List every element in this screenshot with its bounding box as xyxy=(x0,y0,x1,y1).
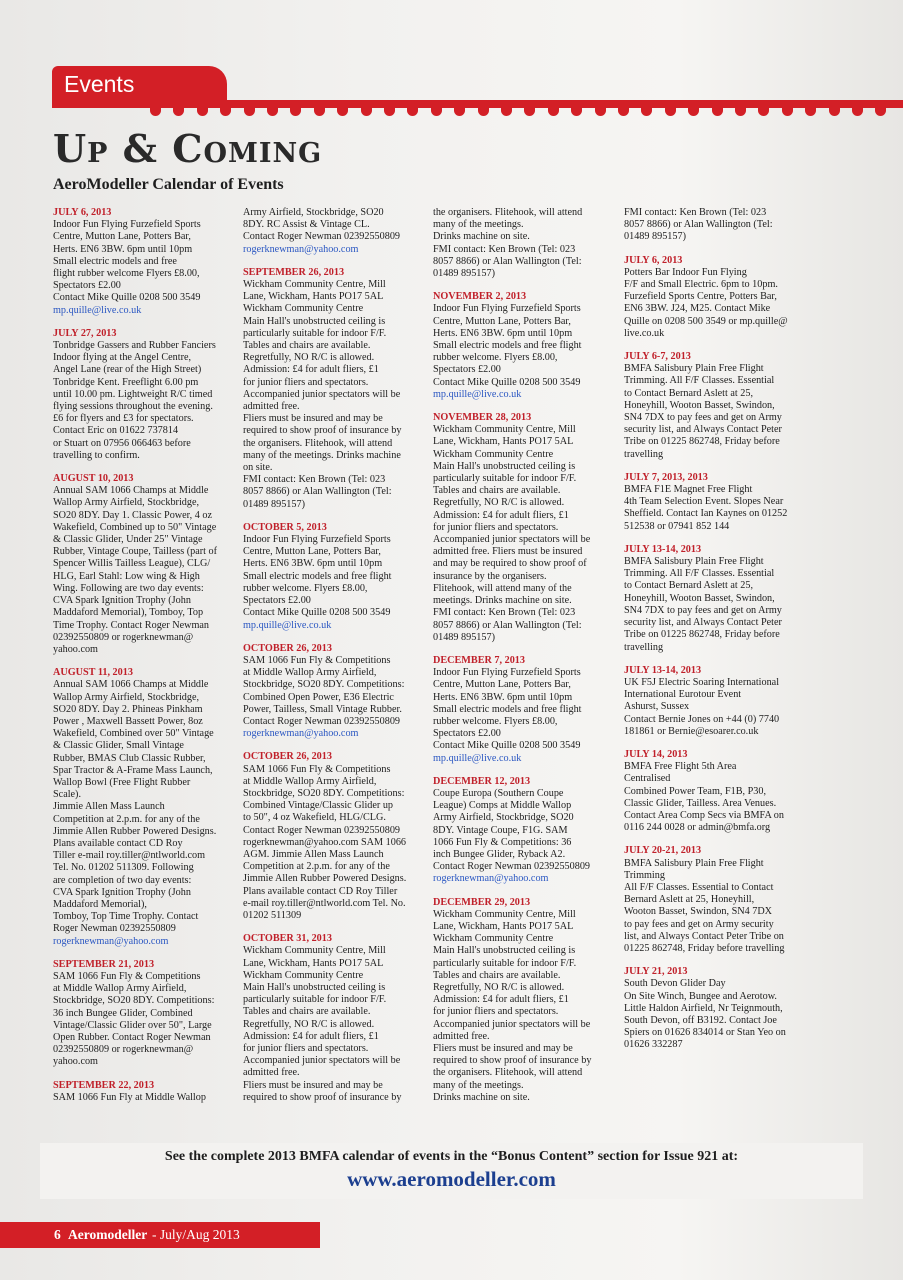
events-column-2 xyxy=(243,207,429,1115)
scallop xyxy=(220,106,231,116)
event-description: SAM 1066 Fun Fly at Middle Wallop xyxy=(53,1091,206,1103)
event-description: Wickham Community Centre, Mill Lane, Wickham, Hants PO17 5AL Wickham Community Centre Main Hall's unobstructed ceiling is particularly suitable for indoor F/F. Tables and chairs are available. Regretfully, NO R/C is allowed. Admission: £4 for adult fliers, £1 for junior fliers and spectators. Accompanied junior spectators will be admitted free. Fliers must be insured and may be required to show proof of insurance by the organisers. Flitehook, will attend many of the meetings. Drinks machine on site. FMI contact: Ken Brown (Tel: 023 8057 8866) or Alan Wallington (Tel: 01489 895157) xyxy=(433,424,591,643)
scallop xyxy=(173,106,184,116)
scallop xyxy=(150,106,161,116)
scallop xyxy=(314,106,325,116)
scallop xyxy=(571,106,582,116)
scallop xyxy=(712,106,723,116)
event-date: JULY 21, 2013 xyxy=(624,966,688,978)
event-entry xyxy=(53,959,239,1069)
page-number: 6 xyxy=(54,1227,61,1242)
event-description: BMFA Salisbury Plain Free Flight Trimming. All F/F Classes. Essential to Contact Bernard Aslett at 25, Honeyhill, Wooton Basset, Swindon, SN4 7DX to pay fees and get on Army security list, and Always Contact Peter Tribe on 01225 862748, Friday before travelling xyxy=(624,556,782,653)
event-entry xyxy=(433,776,619,886)
page-subtitle: AeroModeller Calendar of Events xyxy=(53,176,284,193)
event-entry xyxy=(624,255,810,340)
event-entry xyxy=(433,897,619,1104)
event-description: FMI contact: Ken Brown (Tel: 023 8057 8866) or Alan Wallington (Tel: 01489 895157) xyxy=(624,207,773,243)
event-description: Indoor Fun Flying Furzefield Sports Centre, Mutton Lane, Potters Bar, Herts. EN6 3BW. 6pm until 10pm Small electric models and free flight rubber welcome. Flyers £8.00, Spectators £2.00 Contact Mike Quille 0208 500 3549 xyxy=(433,303,582,388)
event-description: Tonbridge Gassers and Rubber Fanciers Indoor flying at the Angel Centre, Angel Lane (rear of the High Street) Tonbridge Kent. Freeflight 6.00 pm until 10.00 pm. Lightweight R/C timed flying sessions throughout the evening. £6 for flyers and £3 for spectators. Contact Eric on 01622 737814 or Stuart on 07956 066463 before travelling to confirm. xyxy=(53,340,216,461)
event-entry xyxy=(53,667,239,948)
event-description: BMFA F1E Magnet Free Flight 4th Team Selection Event. Slopes Near Sheffield. Contact Ian Kaynes on 01252 512538 or 07941 852 144 xyxy=(624,484,788,532)
event-description: Indoor Fun Flying Furzefield Sports Centre, Mutton Lane, Potters Bar, Herts. EN6 3BW. 6pm until 10pm Small electric models and free flight rubber welcome. Flyers £8.00, Spectators £2.00 Contact Mike Quille 0208 500 3549 xyxy=(433,667,582,752)
scallop xyxy=(337,106,348,116)
header-scallop-border xyxy=(150,106,903,116)
scallop xyxy=(548,106,559,116)
footer-note: See the complete 2013 BMFA calendar of events in the “Bonus Content” section for Issue 921 at: xyxy=(164,1149,739,1164)
scallop xyxy=(501,106,512,116)
event-entry xyxy=(243,643,429,741)
event-description: South Devon Glider Day On Site Winch, Bungee and Aerotow. Little Haldon Airfield, Nr Teignmouth, South Devon, off B3192. Contact Joe Spiers on 01626 834014 or Stan Yeo on 01626 332287 xyxy=(624,978,786,1051)
event-entry xyxy=(624,544,810,654)
event-entry xyxy=(624,351,810,461)
scallop xyxy=(197,106,208,116)
scallop xyxy=(641,106,652,116)
event-description: SAM 1066 Fun Fly & Competitions at Middle Wallop Army Airfield, Stockbridge, SO20 8DY. Competitions: 36 inch Bungee Glider, Combined Vintage/Classic Glider over 50", Large Open Rubber. Contact Roger Newman 02392550809 or rogerknewman@ yahoo.com xyxy=(53,970,215,1068)
event-entry xyxy=(624,749,810,834)
event-description: Annual SAM 1066 Champs at Middle Wallop Army Airfield, Stockbridge, SO20 8DY. Day 1. Classic Power, 4 oz Wakefield, Combined up to 50" Vintage & Classic Glider, Under 25" Vintage Rubber, Vintage Coupe, Tailless (part of Spencer Willis Tailless League), CLG/ HLG, Earl Stahl: Low wing & High Wing. Following are two day events: CVA Spark Ignition Trophy (John Maddaford Memorial), Tomboy, Top Time Trophy. Contact Roger Newman 02392550809 or rogerknewman@ yahoo.com xyxy=(53,485,217,655)
events-column-4 xyxy=(624,207,810,1063)
scallop xyxy=(782,106,793,116)
event-entry xyxy=(624,966,810,1051)
scallop xyxy=(361,106,372,116)
event-entry xyxy=(243,522,429,632)
event-entry xyxy=(624,472,810,533)
event-entry xyxy=(433,412,619,644)
contact-email-link[interactable]: mp.quille@live.co.uk xyxy=(433,388,522,400)
magazine-name: Aeromodeller xyxy=(68,1227,148,1242)
contact-email-link[interactable]: rogerknewman@yahoo.com xyxy=(433,873,549,885)
event-entry xyxy=(624,207,810,244)
scallop xyxy=(805,106,816,116)
scallop xyxy=(665,106,676,116)
event-date: JULY 13-14, 2013 xyxy=(624,664,702,676)
event-entry xyxy=(53,207,239,317)
event-description: Wickham Community Centre, Mill Lane, Wickham, Hants PO17 5AL Wickham Community Centre Main Hall's unobstructed ceiling is particularly suitable for indoor F/F. Tables and chairs are available. Regretfully, NO R/C is allowed. Admission: £4 for adult fliers, £1 for junior fliers and spectators. Accompanied junior spectators will be admitted free. Fliers must be insured and may be required to show proof of insurance by the organisers. Flitehook, will attend many of the meetings. Drinks machine on site. xyxy=(433,908,592,1103)
event-entry xyxy=(243,933,429,1104)
event-entry xyxy=(624,665,810,738)
scallop xyxy=(478,106,489,116)
scallop xyxy=(384,106,395,116)
contact-email-link[interactable]: rogerknewman@yahoo.com xyxy=(243,728,359,740)
scallop xyxy=(407,106,418,116)
event-description: Annual SAM 1066 Champs at Middle Wallop Army Airfield, Stockbridge, SO20 8DY. Day 2. Phineas Pinkham Power , Maxwell Bassett Power, 8oz Wakefield, Combined over 50" Vintage & Classic Glider, Small Vintage Rubber, BMAS Club Classic Rubber, Spar Tractor & A-Frame Mass Launch, Wallop Bowl (Free Flight Rubber Scale). Jimmie Allen Mass Launch Competition at 2.p.m. for any of the Jimmie Allen Rubber Powered Designs. Plans available contact CD Roy Tiller e-mail roy.tiller@ntlworld.com Tel. No. 01202 511309. Following are completion of two day events: CVA Spark Ignition Trophy (John Maddaford Memorial), Tomboy, Top Time Trophy. Contact Roger Newman 02392550809 xyxy=(53,679,217,935)
event-entry xyxy=(243,751,429,922)
event-description: BMFA Salisbury Plain Free Flight Trimming All F/F Classes. Essential to Contact Bernard Aslett at 25, Honeyhill, Wooton Basset, Swindon, SN4 7DX to pay fees and get on Army security list, and Always Contact Peter Tribe on 01225 862748, Friday before travelling xyxy=(624,857,785,954)
event-entry xyxy=(53,473,239,656)
event-date: DECEMBER 7, 2013 xyxy=(433,654,525,666)
event-entry xyxy=(433,291,619,401)
issue-date: - July/Aug 2013 xyxy=(152,1227,240,1242)
event-entry xyxy=(433,655,619,765)
event-date: JULY 27, 2013 xyxy=(53,327,117,339)
scallop xyxy=(524,106,535,116)
scallop xyxy=(688,106,699,116)
event-date: SEPTEMBER 21, 2013 xyxy=(53,958,155,970)
scallop xyxy=(875,106,886,116)
event-description: Potters Bar Indoor Fun Flying F/F and Small Electric. 6pm to 10pm. Furzefield Sports Centre, Potters Bar, EN6 3BW. J24, M25. Contact Mike Quille on 0208 500 3549 or mp.quille@ live.co.uk xyxy=(624,266,788,339)
event-date: DECEMBER 29, 2013 xyxy=(433,896,531,908)
event-entry xyxy=(624,845,810,955)
events-column-3 xyxy=(433,207,619,1115)
event-entry xyxy=(53,1080,239,1104)
website-link[interactable]: www.aeromodeller.com xyxy=(347,1167,556,1191)
event-entry xyxy=(433,207,619,280)
event-date: DECEMBER 12, 2013 xyxy=(433,775,531,787)
event-date: JULY 7, 2013, 2013 xyxy=(624,471,708,483)
event-date: JULY 6, 2013 xyxy=(53,207,112,218)
scallop xyxy=(735,106,746,116)
event-date: NOVEMBER 2, 2013 xyxy=(433,291,527,303)
events-column-1 xyxy=(53,207,239,1115)
contact-email-link[interactable]: mp.quille@live.co.uk xyxy=(243,619,332,631)
event-description: the organisers. Flitehook, will attend many of the meetings. Drinks machine on site. FMI contact: Ken Brown (Tel: 023 8057 8866) or Alan Wallington (Tel: 01489 895157) xyxy=(433,207,583,280)
event-description: SAM 1066 Fun Fly & Competitions at Middle Wallop Army Airfield, Stockbridge, SO20 8DY. Competitions: Combined Open Power, E36 Electric Power, Tailless, Small Vintage Rubber. Contact Roger Newman 02392550809 xyxy=(243,654,405,727)
event-entry xyxy=(243,207,429,256)
scallop xyxy=(595,106,606,116)
scallop xyxy=(618,106,629,116)
event-date: AUGUST 11, 2013 xyxy=(53,667,133,679)
scallop xyxy=(431,106,442,116)
event-description: SAM 1066 Fun Fly & Competitions at Middle Wallop Army Airfield, Stockbridge, SO20 8DY. Competitions: Combined Vintage/Classic Glider up to 50", 4 oz Wakefield, HLG/CLG. Contact Roger Newman 02392550809 rogerknewman@yahoo.com SAM 1066 AGM. Jimmie Allen Mass Launch Competition at 2.p.m. for any of the Jimmie Allen Rubber Powered Designs. Plans available contact CD Roy Tiller e-mail roy.tiller@ntlworld.com Tel. No. 01202 511309 xyxy=(243,763,407,921)
event-date: SEPTEMBER 26, 2013 xyxy=(243,266,345,278)
page-footer-bar xyxy=(0,1222,320,1248)
scallop xyxy=(758,106,769,116)
event-description: Indoor Fun Flying Furzefield Sports Centre, Mutton Lane, Potters Bar, Herts. EN6 3BW. 6pm until 10pm Small electric models and free flight rubber welcome. Flyers £8.00, Spectators £2.00 Contact Mike Quille 0208 500 3549 xyxy=(243,534,392,619)
event-description: BMFA Salisbury Plain Free Flight Trimming. All F/F Classes. Essential to Contact Bernard Aslett at 25, Honeyhill, Wooton Basset, Swindon, SN4 7DX to pay fees and get on Army security list, and Always Contact Peter Tribe on 01225 862748, Friday before travelling xyxy=(624,363,782,460)
event-date: JULY 14, 2013 xyxy=(624,748,688,760)
scallop xyxy=(267,106,278,116)
contact-email-link[interactable]: mp.quille@live.co.uk xyxy=(433,752,522,764)
event-description: Coupe Europa (Southern Coupe League) Comps at Middle Wallop Army Airfield, Stockbridge, SO20 8DY. Vintage Coupe, F1G. SAM 1066 Fun Fly & Competitions: 36 inch Bungee Glider, Ryback A2. Contact Roger Newman 02392550809 xyxy=(433,787,591,873)
event-date: OCTOBER 26, 2013 xyxy=(243,642,332,654)
event-date: NOVEMBER 28, 2013 xyxy=(433,412,532,424)
scallop xyxy=(852,106,863,116)
event-description: Wickham Community Centre, Mill Lane, Wickham, Hants PO17 5AL Wickham Community Centre Main Hall's unobstructed ceiling is particularly suitable for indoor F/F. Tables and chairs are available. Regretfully, NO R/C is allowed. Admission: £4 for adult fliers, £1 for junior fliers and spectators. Accompanied junior spectators will be admitted free. Fliers must be insured and may be required to show proof of insurance by the organisers. Flitehook, will attend many of the meetings. Drinks machine on site. FMI contact: Ken Brown (Tel: 023 8057 8866) or Alan Wallington (Tel: 01489 895157) xyxy=(243,279,402,510)
event-description: Wickham Community Centre, Mill Lane, Wickham, Hants PO17 5AL Wickham Community Centre Main Hall's unobstructed ceiling is particularly suitable for indoor F/F. Tables and chairs are available. Regretfully, NO R/C is allowed. Admission: £4 for adult fliers, £1 for junior fliers and spectators. Accompanied junior spectators will be admitted free. Fliers must be insured and may be required to show proof of insurance by xyxy=(243,945,402,1103)
event-date: JULY 13-14, 2013 xyxy=(624,543,702,555)
event-description: Indoor Fun Flying Furzefield Sports Centre, Mutton Lane, Potters Bar, Herts. EN6 3BW. 6pm until 10pm Small electric models and free flight rubber welcome Flyers £8.00, Spectators £2.00 Contact Mike Quille 0208 500 3549 xyxy=(53,219,201,304)
event-date: AUGUST 10, 2013 xyxy=(53,473,134,485)
contact-email-link[interactable]: rogerknewman@yahoo.com xyxy=(53,935,169,947)
event-date: SEPTEMBER 22, 2013 xyxy=(53,1079,155,1091)
scallop xyxy=(829,106,840,116)
scallop xyxy=(454,106,465,116)
contact-email-link[interactable]: rogerknewman@yahoo.com xyxy=(243,243,359,255)
contact-email-link[interactable]: mp.quille@live.co.uk xyxy=(53,304,142,316)
event-entry xyxy=(243,267,429,511)
event-description: Army Airfield, Stockbridge, SO20 8DY. RC Assist & Vintage CL. Contact Roger Newman 02392550809 xyxy=(243,207,401,243)
event-description: BMFA Free Flight 5th Area Centralised Combined Power Team, F1B, P30, Classic Glider, Tailless. Area Venues. Contact Area Comp Secs via BMFA on 0116 244 0028 or admin@bmfa.org xyxy=(624,761,784,834)
event-date: OCTOBER 31, 2013 xyxy=(243,933,332,945)
scallop xyxy=(244,106,255,116)
section-tab-label: Events xyxy=(64,71,135,97)
event-date: OCTOBER 5, 2013 xyxy=(243,521,327,533)
event-date: JULY 6, 2013 xyxy=(624,254,683,266)
event-entry xyxy=(53,328,239,462)
event-date: OCTOBER 26, 2013 xyxy=(243,751,332,763)
page-title: Up & Coming xyxy=(53,126,323,171)
event-description: UK F5J Electric Soaring International International Eurotour Event Ashurst, Sussex Contact Bernie Jones on +44 (0) 7740 181861 or Bernie@esoarer.co.uk xyxy=(624,676,780,737)
event-date: JULY 6-7, 2013 xyxy=(624,351,691,363)
scallop xyxy=(290,106,301,116)
event-date: JULY 20-21, 2013 xyxy=(624,845,702,857)
